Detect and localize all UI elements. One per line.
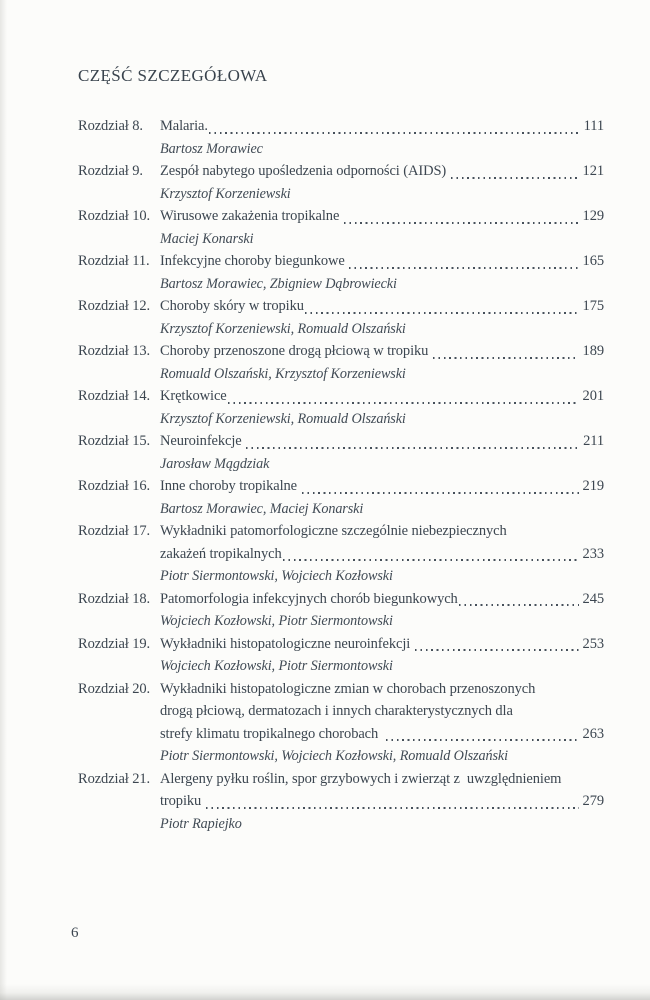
page-ref: 263 [582,725,604,742]
toc-entry [78,430,604,475]
entry-body [160,520,604,588]
chapter-label: Rozdział 13. [78,343,151,359]
page-ref: 121 [582,163,604,179]
dot-leader [206,807,579,809]
title-text: Inne choroby tropikalne [160,478,301,494]
entry-authors: Bartosz Morawiec, Maciej Konarski [160,500,364,517]
scan-bottom-edge-shadow [0,984,650,1000]
toc-entry [78,768,604,836]
dot-leader [386,739,578,741]
entry-body [160,768,604,836]
page-ref: 165 [582,253,604,269]
page-ref: 253 [582,635,604,652]
entry-authors: Bartosz Morawiec [160,140,263,157]
dot-leader [451,177,579,179]
title-line [160,250,604,273]
toc-entry [78,205,604,250]
title-line: Alergeny pyłku roślin, spor grzybowych i zwierząt z uwzględnieniem [160,770,562,787]
title-line [160,588,604,611]
toc-entry [78,678,604,768]
page-ref: 189 [582,343,604,359]
page-ref: 279 [582,793,604,809]
title-text: Krętkowice [160,388,227,404]
dot-leader [344,222,579,224]
title-line [160,790,604,813]
chapter-label: Rozdział 10. [78,208,151,224]
entry-authors: Wojciech Kozłowski, Piotr Siermontowski [160,658,393,674]
chapter-label: Rozdział 15. [78,433,151,449]
chapter-label: Rozdział 20. [78,680,151,697]
entry-body [160,588,604,633]
chapter-label: Rozdział 21. [78,770,151,787]
dot-leader [433,357,579,359]
dot-leader [209,132,580,134]
title-text: Zespół nabytego upośledzenia odporności (AIDS) [160,163,450,179]
scan-left-edge-shadow [0,0,7,1000]
entry-authors: Piotr Rapiejko [160,815,242,832]
toc-entry [78,588,604,633]
title-text: Malaria. [160,118,208,134]
page-ref: 129 [582,208,604,224]
toc-entry [78,633,604,678]
chapter-label: Rozdział 17. [78,523,151,539]
dot-leader [305,312,579,314]
page-ref: 201 [582,388,604,404]
entry-authors: Maciej Konarski [160,230,254,247]
page-title: CZĘŚĆ SZCZEGÓŁOWA [78,66,268,85]
title-line [160,205,604,228]
entry-body [160,633,604,678]
title-line [160,543,604,566]
toc-entry [78,520,604,588]
toc-entry [78,295,604,340]
entry-body [160,340,604,385]
title-line [160,340,604,363]
page-ref: 233 [582,545,604,562]
entry-body [160,475,604,520]
entry-body [160,385,604,430]
title-line [160,723,604,746]
title-line [160,633,604,656]
title-text: Choroby przenoszone drogą płciową w tropiku [160,343,432,359]
page-ref: 219 [582,478,604,494]
page-ref: 175 [582,298,604,314]
entry-authors: Jarosław Mągdziak [160,455,270,472]
entry-body [160,115,604,160]
title-text: Choroby skóry w tropiku [160,298,304,314]
dot-leader [228,402,579,404]
entry-authors: Krzysztof Korzeniewski, Romuald Olszański [160,410,406,427]
entry-body [160,295,604,340]
title-line [160,430,604,453]
dot-leader [349,267,578,269]
entry-body [160,250,604,295]
title-line: Wykładniki patomorfologiczne szczególnie niebezpiecznych [160,523,507,539]
title-line [160,115,604,138]
toc-entry [78,115,604,160]
dot-leader [459,604,579,606]
page-ref: 245 [582,590,604,607]
toc-entry [78,340,604,385]
page-ref: 211 [583,433,604,449]
chapter-label: Rozdział 9. [78,163,143,179]
dot-leader [302,492,579,494]
title-text: Wykładniki histopatologiczne neuroinfekcji [160,635,414,652]
chapter-label: Rozdział 19. [78,635,151,652]
chapter-label: Rozdział 11. [78,253,150,269]
entry-authors: Krzysztof Korzeniewski, Romuald Olszański [160,320,406,337]
entry-body [160,430,604,475]
dot-leader [415,649,579,651]
toc-entry [78,250,604,295]
entry-authors: Piotr Siermontowski, Wojciech Kozłowski [160,568,393,584]
page-ref: 111 [583,118,604,134]
title-text: Patomorfologia infekcyjnych chorób biegunkowych [160,590,458,607]
toc-entry [78,385,604,430]
title-line [160,385,604,408]
page-number: 6 [71,925,79,941]
entry-body [160,205,604,250]
chapter-label: Rozdział 12. [78,298,151,314]
dot-leader [246,447,579,449]
title-text: strefy klimatu tropikalnego chorobach [160,725,386,742]
title-line [160,295,604,318]
entry-body [160,678,604,768]
title-line: Wykładniki histopatologiczne zmian w chorobach przenoszonych [160,680,536,697]
dot-leader [283,559,579,561]
entry-body [160,160,604,205]
title-text: tropiku [160,793,205,809]
chapter-label: Rozdział 18. [78,590,151,607]
entry-authors: Bartosz Morawiec, Zbigniew Dąbrowiecki [160,275,397,292]
chapter-label: Rozdział 16. [78,478,151,494]
title-text: Neuroinfekcje [160,433,246,449]
title-line: drogą płciową, dermatozach i innych charakterystycznych dla [160,703,513,719]
toc-entry [78,160,604,205]
entry-authors: Wojciech Kozłowski, Piotr Siermontowski [160,613,393,629]
toc-entry [78,475,604,520]
title-line [160,160,604,183]
chapter-label: Rozdział 14. [78,388,151,404]
title-text: zakażeń tropikalnych [160,545,282,562]
title-line [160,475,604,498]
title-text: Infekcyjne choroby biegunkowe [160,253,349,269]
title-text: Wirusowe zakażenia tropikalne [160,208,343,224]
toc-list [78,115,604,835]
entry-authors: Krzysztof Korzeniewski [160,185,291,202]
chapter-label: Rozdział 8. [78,118,143,134]
entry-authors: Romuald Olszański, Krzysztof Korzeniewski [160,365,406,382]
toc-page [78,66,604,835]
entry-authors: Piotr Siermontowski, Wojciech Kozłowski, Romuald Olszański [160,748,508,764]
